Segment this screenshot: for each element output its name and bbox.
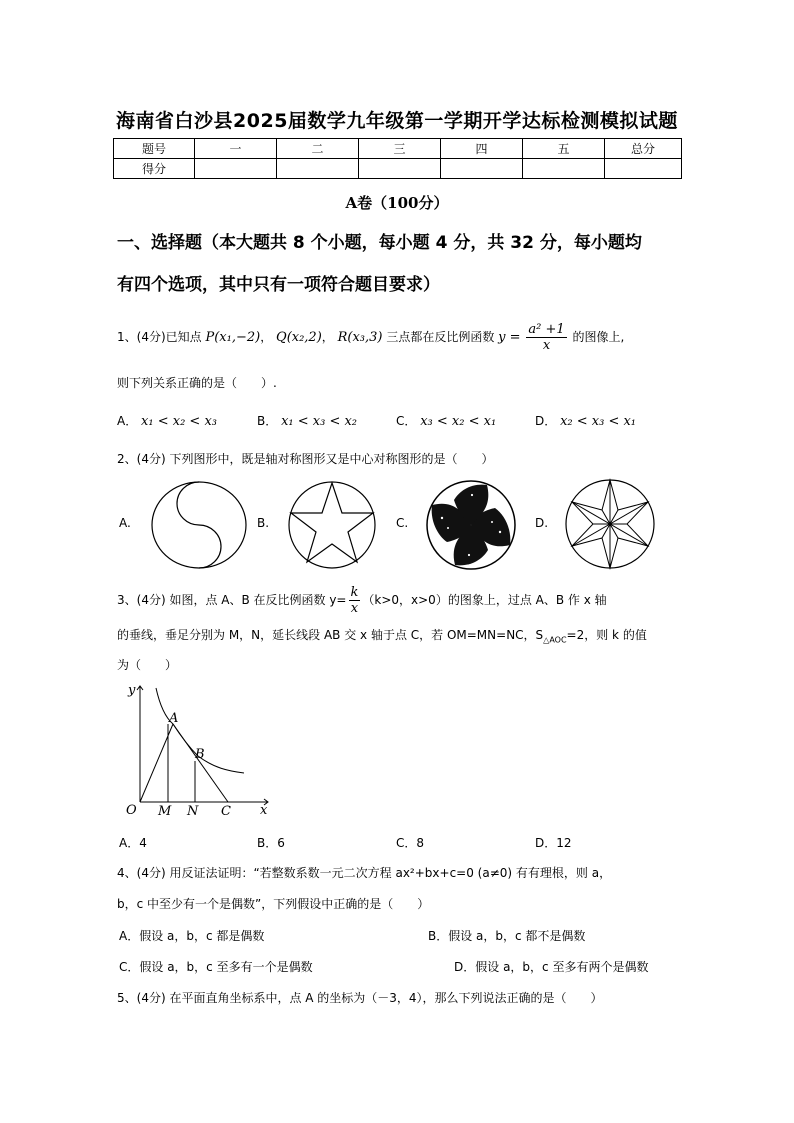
question-2: 2、(4分) 下列图形中，既是轴对称图形又是中心对称图形的是（ ） [117, 452, 494, 466]
q4-option-a[interactable]: A．假设 a，b，c 都是偶数 [119, 929, 265, 943]
q3-option-d[interactable]: D．12 [535, 836, 572, 850]
score-table-score-row [114, 159, 682, 179]
table-header-cell: 四 [441, 139, 523, 159]
label-m: M [158, 804, 172, 818]
question-4-line1: 4、(4分) 用反证法证明：“若整数系数一元二次方程 ax²+bx+c=0 (a≠0) 有有理根，则 a， [117, 866, 612, 880]
score-table [113, 138, 682, 179]
part1-heading-line1: 一、选择题（本大题共 8 个小题，每小题 4 分，共 32 分，每小题均 [117, 233, 642, 253]
q1-prefix: 1、(4分)已知点 [117, 330, 202, 344]
q1-mid: 三点都在反比例函数 [386, 330, 495, 344]
q4-option-d[interactable]: D．假设 a，b，c 至多有两个是偶数 [454, 960, 649, 974]
q3-function-graph [118, 676, 278, 818]
star-in-circle-figure [283, 480, 381, 570]
score-cell[interactable] [277, 159, 359, 179]
question-3-line1 [117, 585, 607, 616]
question-3-line3: 为（ ） [117, 658, 178, 672]
yin-yang-figure [150, 480, 248, 570]
section-a-title: A卷（100分） [345, 194, 449, 212]
table-header-cell: 三 [359, 139, 441, 159]
q2-option-a-label[interactable]: A. [119, 516, 131, 530]
table-header-cell: 二 [277, 139, 359, 159]
label-o: O [126, 803, 137, 818]
label-y: y [128, 683, 136, 698]
table-header-cell: 总分 [605, 139, 682, 159]
label-n: N [187, 804, 199, 818]
table-header-cell: 五 [523, 139, 605, 159]
table-header-cell: 题号 [114, 139, 195, 159]
q1-option-a[interactable]: A． x₁ < x₂ < x₃ [117, 414, 217, 429]
q1-func-lhs: y = [498, 330, 521, 345]
q1-frac-numerator: a² +1 [528, 322, 565, 337]
q1-frac-denominator: x [542, 338, 551, 353]
q4-option-c[interactable]: C．假设 a，b，c 至多有一个是偶数 [119, 960, 313, 974]
score-cell[interactable] [441, 159, 523, 179]
score-cell[interactable] [359, 159, 441, 179]
q3-prefix: 3、(4分) 如图，点 A、B 在反比例函数 y= [117, 593, 347, 607]
score-cell[interactable] [523, 159, 605, 179]
question-5: 5、(4分) 在平面直角坐标系中，点 A 的坐标为（－3，4），那么下列说法正确的是（ ） [117, 991, 603, 1005]
q4-option-b[interactable]: B．假设 a，b，c 都不是偶数 [428, 929, 586, 943]
score-cell[interactable] [605, 159, 682, 179]
q3-frac-denominator: x [350, 601, 359, 616]
label-b: B [195, 747, 205, 762]
label-x: x [260, 803, 268, 818]
exam-title: 海南省白沙县2025届数学九年级第一学期开学达标检测模拟试题 [116, 110, 678, 132]
q1-point-q: Q(x₂,2) [276, 330, 322, 345]
score-cell[interactable] [195, 159, 277, 179]
segment-ac [173, 724, 228, 802]
question-3-line2: 的垂线，垂足分别为 M，N，延长线段 AB 交 x 轴于点 C，若 OM=MN=NC，$S_{\triangle AOC}=2$，则 k 的值 [117, 628, 647, 645]
label-a: A [169, 711, 179, 726]
q1-option-b[interactable]: B． x₁ < x₃ < x₂ [257, 414, 358, 429]
q1-point-r: R(x₃,3) [337, 330, 383, 345]
table-header-cell: 一 [195, 139, 277, 159]
q2-option-d-label[interactable]: D. [535, 516, 549, 530]
question-1-line1: 1、(4分)已知点 P(x₁,−2)， Q(x₂,2)， R(x₃,3) 三点都在反比例函数 y = $\frac{\text{a² +1}}{x}$ 的图像上, [117, 322, 625, 353]
question-1-line2: 则下列关系正确的是（ ）. [117, 376, 277, 390]
q1-option-c[interactable]: C． x₃ < x₂ < x₁ [396, 414, 497, 429]
q3-frac-numerator: k [350, 585, 359, 600]
q3-suffix: （k>0，x>0）的图象上，过点 A、B 作 x 轴 [362, 593, 607, 607]
pinwheel-figure [422, 480, 520, 570]
q1-fraction [526, 322, 566, 353]
question-4-line2: b，c 中至少有一个是偶数”，下列假设中正确的是（ ） [117, 897, 430, 911]
score-table-header-row [114, 139, 682, 159]
q3-fraction [349, 585, 361, 616]
q2-option-c-label[interactable]: C. [396, 516, 409, 530]
q1-option-d[interactable]: D． x₂ < x₃ < x₁ [535, 414, 637, 429]
q3-option-c[interactable]: C．8 [396, 836, 425, 850]
table-row-label: 得分 [114, 159, 195, 179]
q2-option-b-label[interactable]: B. [257, 516, 270, 530]
q3-option-a[interactable]: A．4 [119, 836, 147, 850]
label-c: C [221, 804, 231, 818]
q1-suffix: 的图像上, [572, 330, 625, 344]
six-point-star-figure [561, 478, 659, 570]
q1-point-p: P(x₁,−2) [205, 330, 261, 345]
part1-heading-line2: 有四个选项，其中只有一项符合题目要求） [117, 275, 440, 295]
q3-option-b[interactable]: B．6 [257, 836, 285, 850]
